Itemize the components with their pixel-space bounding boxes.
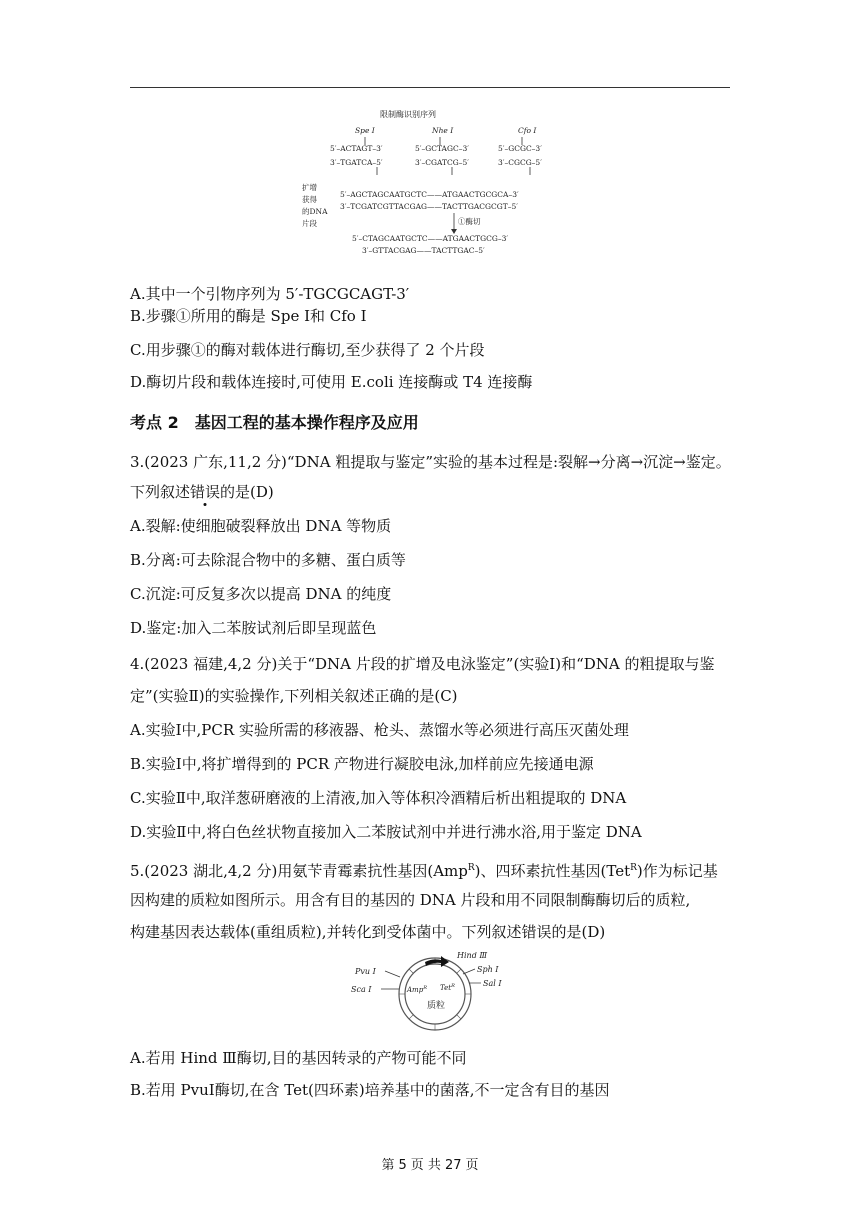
side-label-2: 获得 <box>302 195 317 204</box>
footer-total: 27 <box>444 1158 462 1173</box>
label-sal: Sal Ⅰ <box>483 979 502 988</box>
q3-stem-post: 的是(D) <box>220 483 274 501</box>
q5-stem-mid: 、四环素抗性基因(Tet <box>480 862 631 880</box>
q3-option-b: B.分离:可去除混合物中的多糖、蛋白质等 <box>130 551 406 569</box>
step-label: ①酶切 <box>458 217 481 226</box>
label-pvu: Pvu Ⅰ <box>355 967 376 976</box>
fragment-top-strand: 5′–AGCTAGCAATGCTC——ATGAACTGCGCA–3′ <box>340 190 519 199</box>
q3-stem-line2 <box>130 482 274 502</box>
restriction-enzyme-figure <box>300 105 580 260</box>
q4-stem-line2: 定”(实验Ⅱ)的实验操作,下列相关叙述正确的是(C) <box>130 687 458 705</box>
q5-stem-line2: 因构建的质粒如图所示。用含有目的基因的 DNA 片段和用不同限制酶酶切后的质粒, <box>130 891 691 909</box>
enzyme-spe-name: Spe Ⅰ <box>355 126 375 135</box>
side-label-3: 的DNA <box>302 207 328 216</box>
fragment-bottom-strand: 3′–TCGATCGTTACGAG——TACTTGACGCGT–5′ <box>340 202 518 211</box>
amp-superscript: R <box>467 863 475 873</box>
q3-option-d: D.鉴定:加入二苯胺试剂后即呈现蓝色 <box>130 619 377 637</box>
cut-top-strand: 5′–CTAGCAATGCTC——ATGAACTGCG–3′ <box>352 234 509 243</box>
q2-option-b: B.步骤①所用的酶是 Spe Ⅰ和 Cfo Ⅰ <box>130 307 367 325</box>
q3-option-c: C.沉淀:可反复多次以提高 DNA 的纯度 <box>130 585 392 603</box>
q2-option-c: C.用步骤①的酶对载体进行酶切,至少获得了 2 个片段 <box>130 341 485 359</box>
cut-bottom-strand: 3′–GTTACGAG——TACTTGAC–5′ <box>362 246 485 255</box>
enzyme-nhe-bottom: 3′–CGATCG–5′ <box>415 158 469 167</box>
footer-page: 5 <box>398 1158 407 1173</box>
enzyme-spe-top: 5′–ACTAGT–3′ <box>330 144 383 153</box>
side-label-1: 扩增 <box>302 183 317 192</box>
q5-stem-post: 作为标记基 <box>642 862 718 880</box>
enzyme-cfo-bottom: 3′–CGCG–5′ <box>498 158 542 167</box>
q2-option-d: D.酶切片段和载体连接时,可使用 E.coli 连接酶或 T4 连接酶 <box>130 373 533 391</box>
figure1-title: 限制酶识别序列 <box>380 110 436 119</box>
section-number: 考点 2 <box>130 413 179 432</box>
plasmid-center-label: 质粒 <box>427 1001 446 1011</box>
header-rule <box>130 87 730 88</box>
footer-suffix: 页 <box>465 1158 479 1173</box>
q4-option-c: C.实验Ⅱ中,取洋葱研磨液的上清液,加入等体积冷酒精后析出粗提取的 DNA <box>130 789 627 807</box>
plasmid-figure <box>345 952 525 1038</box>
label-sph: Sph Ⅰ <box>477 965 499 974</box>
enzyme-cfo-name: Cfo Ⅰ <box>518 126 537 135</box>
q5-stem-line3: 构建基因表达载体(重组质粒),并转化到受体菌中。下列叙述错误的是(D) <box>130 923 606 941</box>
q5-option-b: B.若用 PvuⅠ酶切,在含 Tet(四环素)培养基中的菌落,不一定含有目的基因 <box>130 1081 610 1099</box>
q3-emphasis: 错误 <box>190 483 221 501</box>
enzyme-spe-bottom: 3′–TGATCA–5′ <box>330 158 383 167</box>
section-heading <box>130 410 435 433</box>
q5-stem-close-2: ) <box>636 862 643 880</box>
emphasis-dots <box>190 483 220 501</box>
q5-stem-pre: 5.(2023 湖北,4,2 分)用氨苄青霉素抗性基因(Amp <box>130 862 468 880</box>
label-hind: Hind Ⅲ <box>457 952 488 960</box>
q3-stem-line1: 3.(2023 广东,11,2 分)“DNA 粗提取与鉴定”实验的基本过程是:裂解→分离→沉淀→鉴定。 <box>130 453 731 471</box>
enzyme-cfo-top: 5′–GCGC–3′ <box>498 144 542 153</box>
q3-stem-pre: 下列叙述 <box>130 483 191 501</box>
q2-option-a: A.其中一个引物序列为 5′-TGCGCAGT-3′ <box>130 285 410 303</box>
section-title: 基因工程的基本操作程序及应用 <box>194 413 419 432</box>
enzyme-nhe-top: 5′–GCTAGC–3′ <box>415 144 469 153</box>
side-label-4: 片段 <box>302 219 317 228</box>
q4-option-d: D.实验Ⅱ中,将白色丝状物直接加入二苯胺试剂中并进行沸水浴,用于鉴定 DNA <box>130 823 642 841</box>
tet-superscript: R <box>630 863 637 873</box>
enzyme-nhe-name: Nhe Ⅰ <box>432 126 454 135</box>
q4-option-b: B.实验Ⅰ中,将扩增得到的 PCR 产物进行凝胶电泳,加样前应先接通电源 <box>130 755 594 773</box>
footer-mid: 页 共 <box>410 1158 441 1173</box>
q4-option-a: A.实验Ⅰ中,PCR 实验所需的移液器、枪头、蒸馏水等必须进行高压灭菌处理 <box>130 721 629 739</box>
q5-stem-close-1: ) <box>474 862 481 880</box>
footer-prefix: 第 <box>381 1158 395 1173</box>
q5-stem-line1 <box>130 858 718 881</box>
q3-option-a: A.裂解:使细胞破裂释放出 DNA 等物质 <box>130 517 392 535</box>
page-footer <box>0 1154 860 1173</box>
label-sca: Sca Ⅰ <box>351 985 372 994</box>
q4-stem-line1: 4.(2023 福建,4,2 分)关于“DNA 片段的扩增及电泳鉴定”(实验Ⅰ)和“DNA 的粗提取与鉴 <box>130 655 715 673</box>
inner-tet: Tet$^R$ <box>440 983 455 992</box>
q5-option-a: A.若用 Hind Ⅲ酶切,目的基因转录的产物可能不同 <box>130 1049 467 1067</box>
inner-amp: Amp$^R$ <box>407 985 427 994</box>
